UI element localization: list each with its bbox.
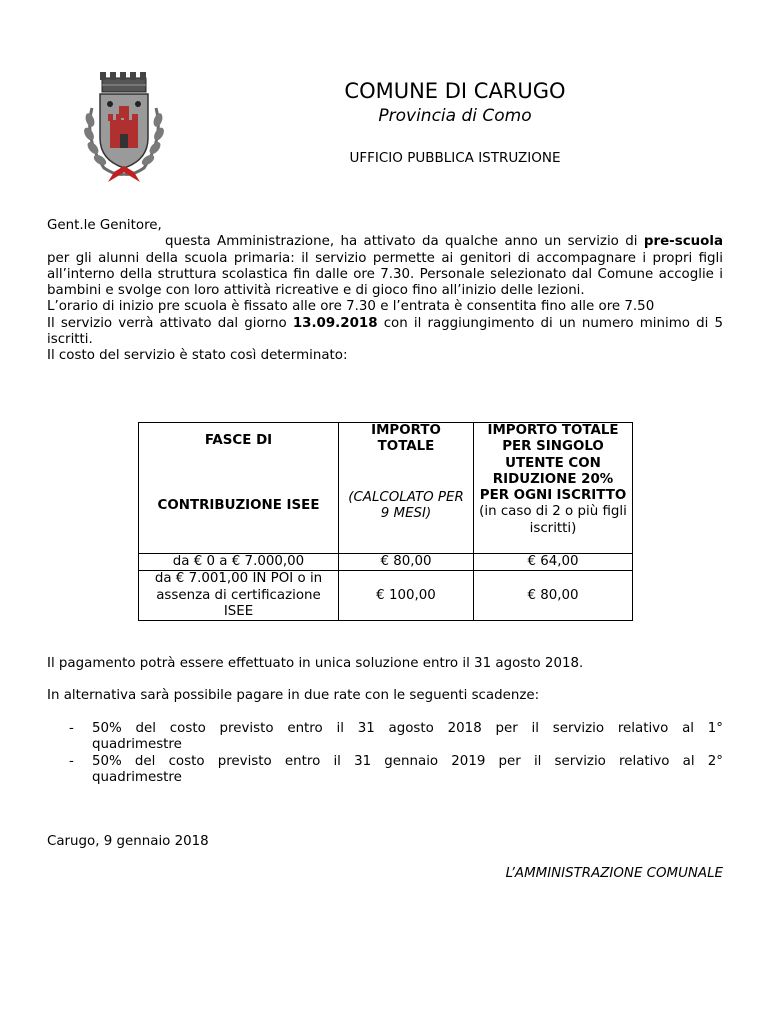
column-header-ridotto: IMPORTO TOTALE PER SINGOLO UTENTE CON RIDUZIONE 20% PER OGNI ISCRITTO (in caso di 2 o più figli iscritti) bbox=[474, 423, 633, 554]
fee-table bbox=[138, 422, 633, 621]
table-header-row bbox=[139, 423, 633, 554]
paragraph-cost-intro: Il costo del servizio è stato così determinato: bbox=[47, 348, 348, 364]
cell-fascia: da € 0 a € 7.000,00 bbox=[139, 554, 339, 571]
activation-date: 13.09.2018 bbox=[292, 315, 378, 331]
salutation: Gent.le Genitore, bbox=[47, 218, 162, 233]
installment-list bbox=[47, 721, 723, 786]
pre-scuola-term: pre-scuola bbox=[643, 234, 723, 250]
municipality-name: COMUNE DI CARUGO bbox=[344, 79, 566, 103]
paragraph-intro: questa Amministrazione, ha attivato da qualche anno un servizio di pre-scuola per gli alunni della scuola primaria: il servizio permette ai genitori di accompagnare i propri figli all’interno della struttura scolastica fin dalle ore 7.30. Personale selezionato dal Comune accoglie i bambini e svolge con loro attività ricreative e di gioco fino all’inizio delle lezioni. bbox=[47, 234, 723, 299]
bullet-dash: - bbox=[69, 721, 74, 736]
paragraph-activation: Il servizio verrà attivato dal giorno 13.09.2018 con il raggiungimento di un numero minimo di 5 iscritti. bbox=[47, 315, 723, 348]
letter-body bbox=[47, 218, 723, 365]
cell-importo: € 80,00 bbox=[339, 554, 474, 571]
cell-fascia: da € 7.001,00 IN POI o in assenza di certificazione ISEE bbox=[139, 571, 339, 621]
office-name: UFFICIO PUBBLICA ISTRUZIONE bbox=[349, 150, 561, 166]
cell-importo: € 100,00 bbox=[339, 571, 474, 621]
place-date: Carugo, 9 gennaio 2018 bbox=[47, 834, 209, 849]
installment-note: In alternativa sarà possibile pagare in due rate con le seguenti scadenze: bbox=[47, 688, 540, 703]
signature: L’AMMINISTRAZIONE COMUNALE bbox=[505, 866, 723, 881]
list-item: - 50% del costo previsto entro il 31 agosto 2018 per il servizio relativo al 1° quadrimestre bbox=[69, 721, 723, 753]
table-row bbox=[139, 571, 633, 621]
column-header-fascia: FASCE DI CONTRIBUZIONE ISEE bbox=[139, 423, 339, 554]
table-row bbox=[139, 554, 633, 571]
column-header-importo: IMPORTO TOTALE (CALCOLATO PER 9 MESI) bbox=[339, 423, 474, 554]
bullet-dash: - bbox=[69, 753, 74, 769]
cell-ridotto: € 64,00 bbox=[474, 554, 633, 571]
province-name: Provincia di Como bbox=[378, 106, 532, 126]
list-item: - 50% del costo previsto entro il 31 gennaio 2019 per il servizio relativo al 2° quadrimestre bbox=[69, 753, 723, 785]
paragraph-schedule: L’orario di inizio pre scuola è fissato alle ore 7.30 e l’entrata è consentita fino alle ore 7.50 bbox=[47, 299, 655, 315]
cell-ridotto: € 80,00 bbox=[474, 571, 633, 621]
municipal-coat-of-arms-icon bbox=[70, 68, 174, 184]
single-payment-note: Il pagamento potrà essere effettuato in unica soluzione entro il 31 agosto 2018. bbox=[47, 656, 584, 671]
